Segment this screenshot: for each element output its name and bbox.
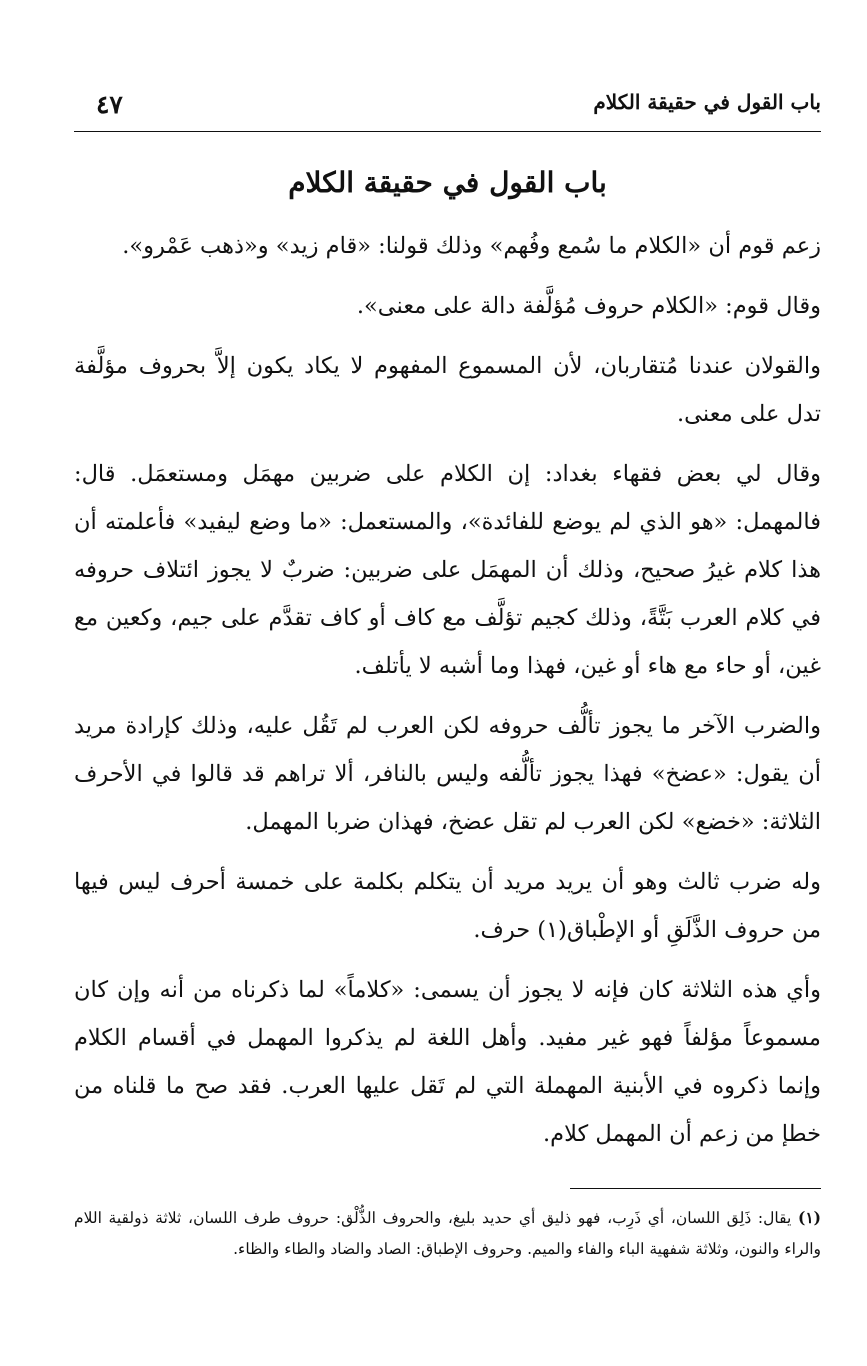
page-number: ٤٧ (96, 90, 123, 119)
footnote (74, 1202, 821, 1265)
footnote-text: يقال: ذَلِق اللسان، أي ذَرِب، فهو ذليق أي حديد بليغ، والحروف الذُّلْق: حروف طرف اللسان، ثلاثة ذولقية اللام والراء والنون، وثلاثة شفهية الباء والفاء والميم. وحروف الإطباق: الصاد والضاد والطاء والظاء. (74, 1209, 821, 1258)
paragraph-3: والقولان عندنا مُتقاربان، لأن المسموع المفهوم لا يكاد يكون إلاَّ بحروف مؤلَّفة تدل على معنى. (74, 353, 821, 427)
paragraph-7: وأي هذه الثلاثة كان فإنه لا يجوز أن يسمى: «كلاماً» لما ذكرناه من أنه وإن كان مسموعاً مؤلفاً فهو غير مفيد. وأهل اللغة لم يذكروا المهمل في أقسام الكلام وإنما ذكروه في الأبنية المهملة التي لم تَقل عليها العرب. فقد صح ما قلناه من خطإ من زعم أن المهمل كلام. (74, 977, 821, 1147)
footnote-marker: (١) (797, 1208, 821, 1227)
paragraph-1: زعم قوم أن «الكلام ما سُمع وفُهم» وذلك قولنا: «قام زيد» و«ذهب عَمْرو». (122, 233, 821, 259)
paragraph-2: وقال قوم: «الكلام حروف مُؤلَّفة دالة على معنى». (356, 293, 821, 319)
paragraph-6: وله ضرب ثالث وهو أن يريد مريد أن يتكلم بكلمة على خمسة أحرف ليس فيها من حروف الذَّلَقِ أو الإطْباق(١) حرف. (74, 869, 821, 943)
paragraph-5: والضرب الآخر ما يجوز تألُّف حروفه لكن العرب لم تَقُل عليه، وذلك كإرادة مريد أن يقول: «عضخ» فهذا يجوز تألُّفه وليس بالنافر، ألا تراهم قد قالوا في الأحرف الثلاثة: «خضع» لكن العرب لم تقل عضخ، فهذان ضربا المهمل. (74, 713, 821, 835)
paragraph-4: وقال لي بعض فقهاء بغداد: إن الكلام على ضربين مهمَل ومستعمَل. قال: فالمهمل: «هو الذي لم يوضع للفائدة»، والمستعمل: «ما وضع ليفيد» فأعلمته أن هذا كلام غيرُ صحيح، وذلك أن المهمَل على ضربين: ضربٌ لا يجوز ائتلاف حروفه في كلام العرب بَتَّةً، وذلك كجيم تؤلَّف مع كاف أو كاف تقدَّم على جيم، وكعين مع غين، أو حاء مع هاء أو غين، فهذا وما أشبه لا يأتلف. (74, 461, 821, 679)
footnote-rule (570, 1188, 821, 1189)
chapter-title: باب القول في حقيقة الكلام (288, 166, 607, 199)
header-rule (74, 131, 821, 132)
running-title: باب القول في حقيقة الكلام (593, 90, 821, 114)
body-text (74, 222, 821, 1170)
running-header (74, 90, 821, 130)
